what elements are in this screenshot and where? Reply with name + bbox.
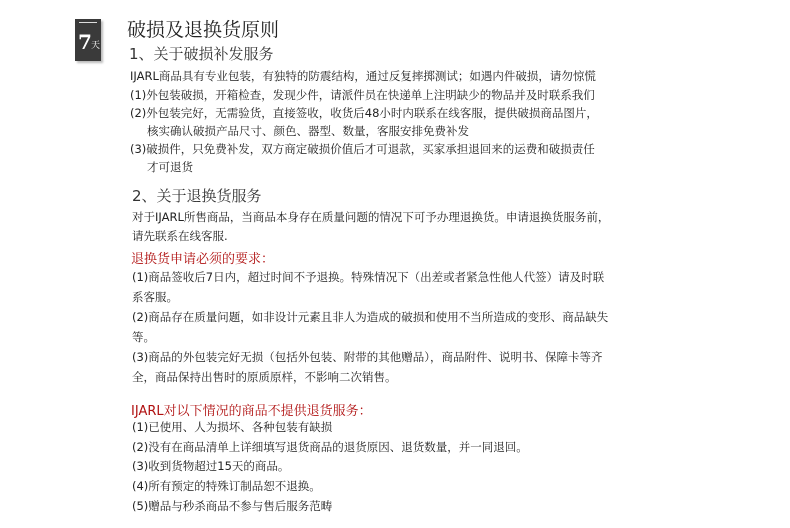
exclusion-line: (1)已使用、人为损坏、各种包装有缺损 [132, 420, 333, 434]
page-title: 破损及退换货原则 [127, 19, 280, 41]
exclusion-line: (4)所有预定的特殊订制品恕不退换。 [132, 479, 321, 493]
exclusion-line: (5)赠品与秒杀商品不参与售后服务范畴 [132, 499, 333, 513]
badge-unit: 天 [91, 41, 101, 51]
section1-line: IJARL商品具有专业包装，有独特的防震结构，通过反复摔掷测试；如遇内件破损，请勿惊慌 [130, 69, 596, 83]
requirement-line: (2)商品存在质量问题，如非设计元素且非人为造成的破损和使用不当所造成的变形、商品缺失 [132, 310, 609, 324]
exclusion-line: (2)没有在商品清单上详细填写退货商品的退货原因、退货数量，并一同退回。 [132, 440, 528, 454]
requirements-heading: 退换货申请必须的要求： [131, 252, 275, 267]
requirement-line: (3)商品的外包装完好无损（包括外包装、附带的其他赠品），商品附件、说明书、保障卡等齐 [132, 350, 603, 364]
requirement-line: 等。 [132, 330, 155, 344]
seven-day-badge [75, 19, 101, 61]
section2-heading: 2、关于退换货服务 [132, 187, 262, 205]
section1-line: (1)外包装破损，开箱检查，发现少件，请派件员在快递单上注明缺少的物品并及时联系我们 [130, 88, 595, 102]
exclusions-heading: IJARL对以下情况的商品不提供退货服务： [131, 404, 372, 419]
section1-heading: 1、关于破损补发服务 [129, 45, 274, 63]
exclusion-line: (3)收到货物超过15天的商品。 [132, 459, 290, 473]
section2-intro-line: 对于IJARL所售商品，当商品本身存在质量问题的情况下可予办理退换货。申请退换货服务前， [132, 210, 610, 224]
requirement-line: 系客服。 [132, 290, 178, 304]
section1-line: (3)破损件，只免费补发，双方商定破损价值后才可退款，买家承担退回来的运费和破损责任 [130, 142, 595, 156]
requirement-line: 全，商品保持出售时的原质原样，不影响二次销售。 [132, 370, 397, 384]
section1-line: 核实确认破损产品尺寸、颜色、器型、数量，客服安排免费补发 [147, 124, 469, 138]
section1-line: 才可退货 [147, 160, 193, 174]
section2-intro-line: 请先联系在线客服. [132, 229, 228, 243]
section1-line: (2)外包装完好，无需验货，直接签收，收货后48小时内联系在线客服，提供破损商品图片， [130, 106, 598, 120]
requirement-line: (1)商品签收后7日内，超过时间不予退换。特殊情况下（出差或者紧急性他人代签）请及时联 [132, 270, 605, 284]
badge-number: 7 [78, 30, 92, 54]
